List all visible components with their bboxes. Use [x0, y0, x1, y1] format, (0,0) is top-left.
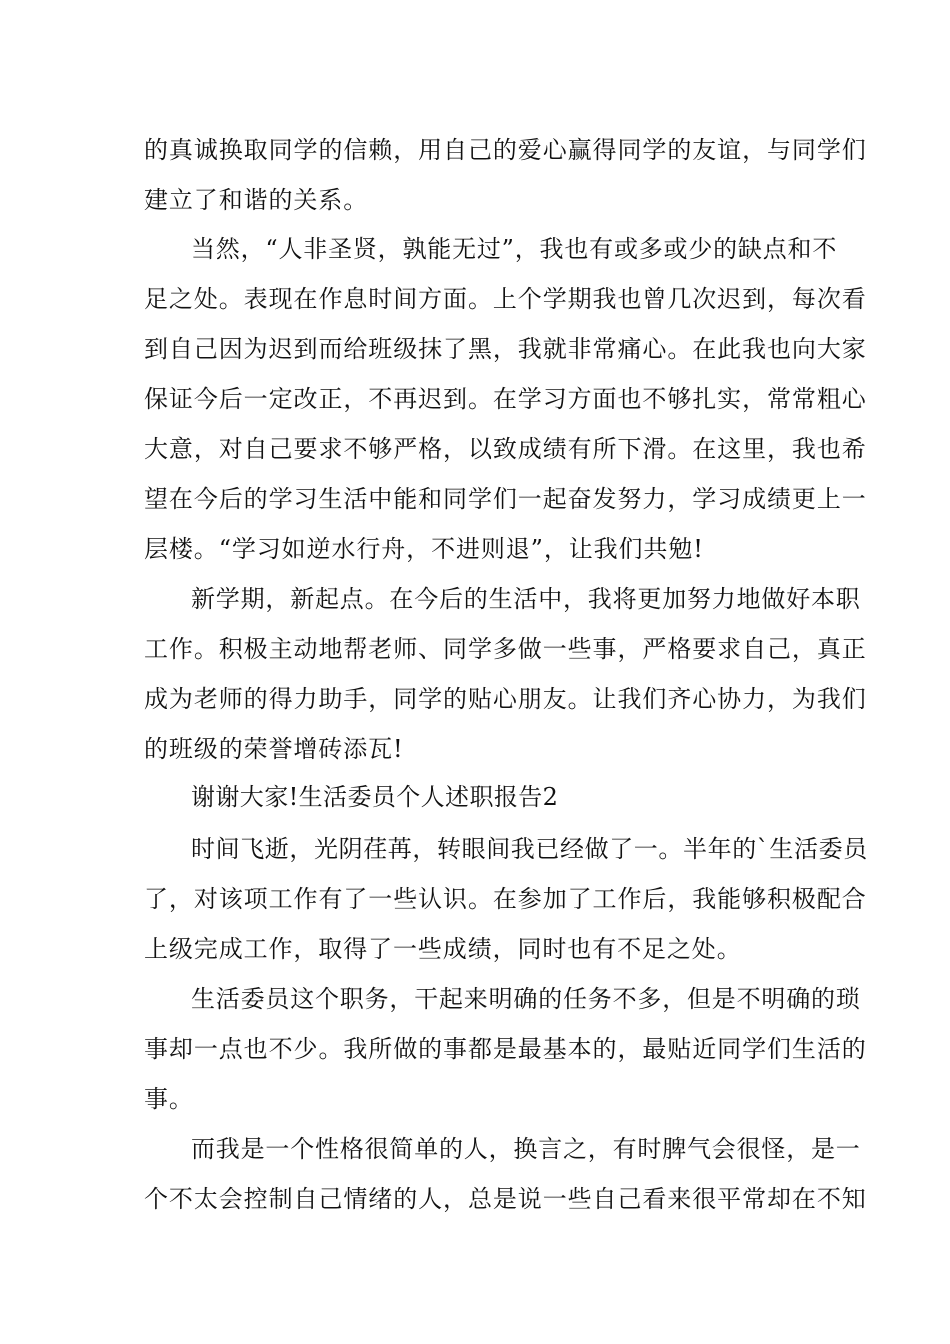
text-line: 望在今后的学习生活中能和同学们一起奋发努力，学习成绩更上一 — [144, 485, 867, 513]
text-line: 事。 — [144, 1085, 194, 1113]
text-line: 成为老师的得力助手，同学的贴心朋友。让我们齐心协力，为我们 — [144, 685, 867, 713]
text-line: 而我是一个性格很简单的人，换言之，有时脾气会很怪，是一 — [191, 1135, 861, 1163]
text-line: 当然，“人非圣贤，孰能无过”，我也有或多或少的缺点和不 — [191, 235, 838, 263]
text-line: 时间飞逝，光阴荏苒，转眼间我已经做了一。半年的`生活委员 — [191, 835, 868, 863]
text-line: 到自己因为迟到而给班级抹了黑，我就非常痛心。在此我也向大家 — [144, 335, 867, 363]
text-line: 了，对该项工作有了一些认识。在参加了工作后，我能够积极配合 — [144, 885, 867, 913]
text-line: 建立了和谐的关系。 — [144, 186, 369, 214]
text-line: 个不太会控制自己情绪的人，总是说一些自己看来很平常却在不知 — [144, 1185, 867, 1213]
text-line: 的真诚换取同学的信赖，用自己的爱心赢得同学的友谊，与同学们 — [144, 136, 867, 164]
text-line: 事却一点也不少。我所做的事都是最基本的，最贴近同学们生活的 — [144, 1035, 867, 1063]
text-line: 谢谢大家!生活委员个人述职报告2 — [191, 783, 559, 811]
text-line: 的班级的荣誉增砖添瓦! — [144, 735, 404, 763]
text-line: 工作。积极主动地帮老师、同学多做一些事，严格要求自己，真正 — [144, 635, 867, 663]
text-line: 新学期，新起点。在今后的生活中，我将更加努力地做好本职 — [191, 585, 861, 613]
text-line: 大意，对自己要求不够严格，以致成绩有所下滑。在这里，我也希 — [144, 435, 867, 463]
text-line: 足之处。表现在作息时间方面。上个学期我也曾几次迟到，每次看 — [144, 285, 867, 313]
text-line: 生活委员这个职务，干起来明确的任务不多，但是不明确的琐 — [191, 985, 861, 1013]
text-line: 上级完成工作，取得了一些成绩，同时也有不足之处。 — [144, 935, 742, 963]
text-line: 保证今后一定改正，不再迟到。在学习方面也不够扎实，常常粗心 — [144, 385, 867, 413]
text-line: 层楼。“学习如逆水行舟，不进则退”，让我们共勉! — [144, 535, 704, 563]
